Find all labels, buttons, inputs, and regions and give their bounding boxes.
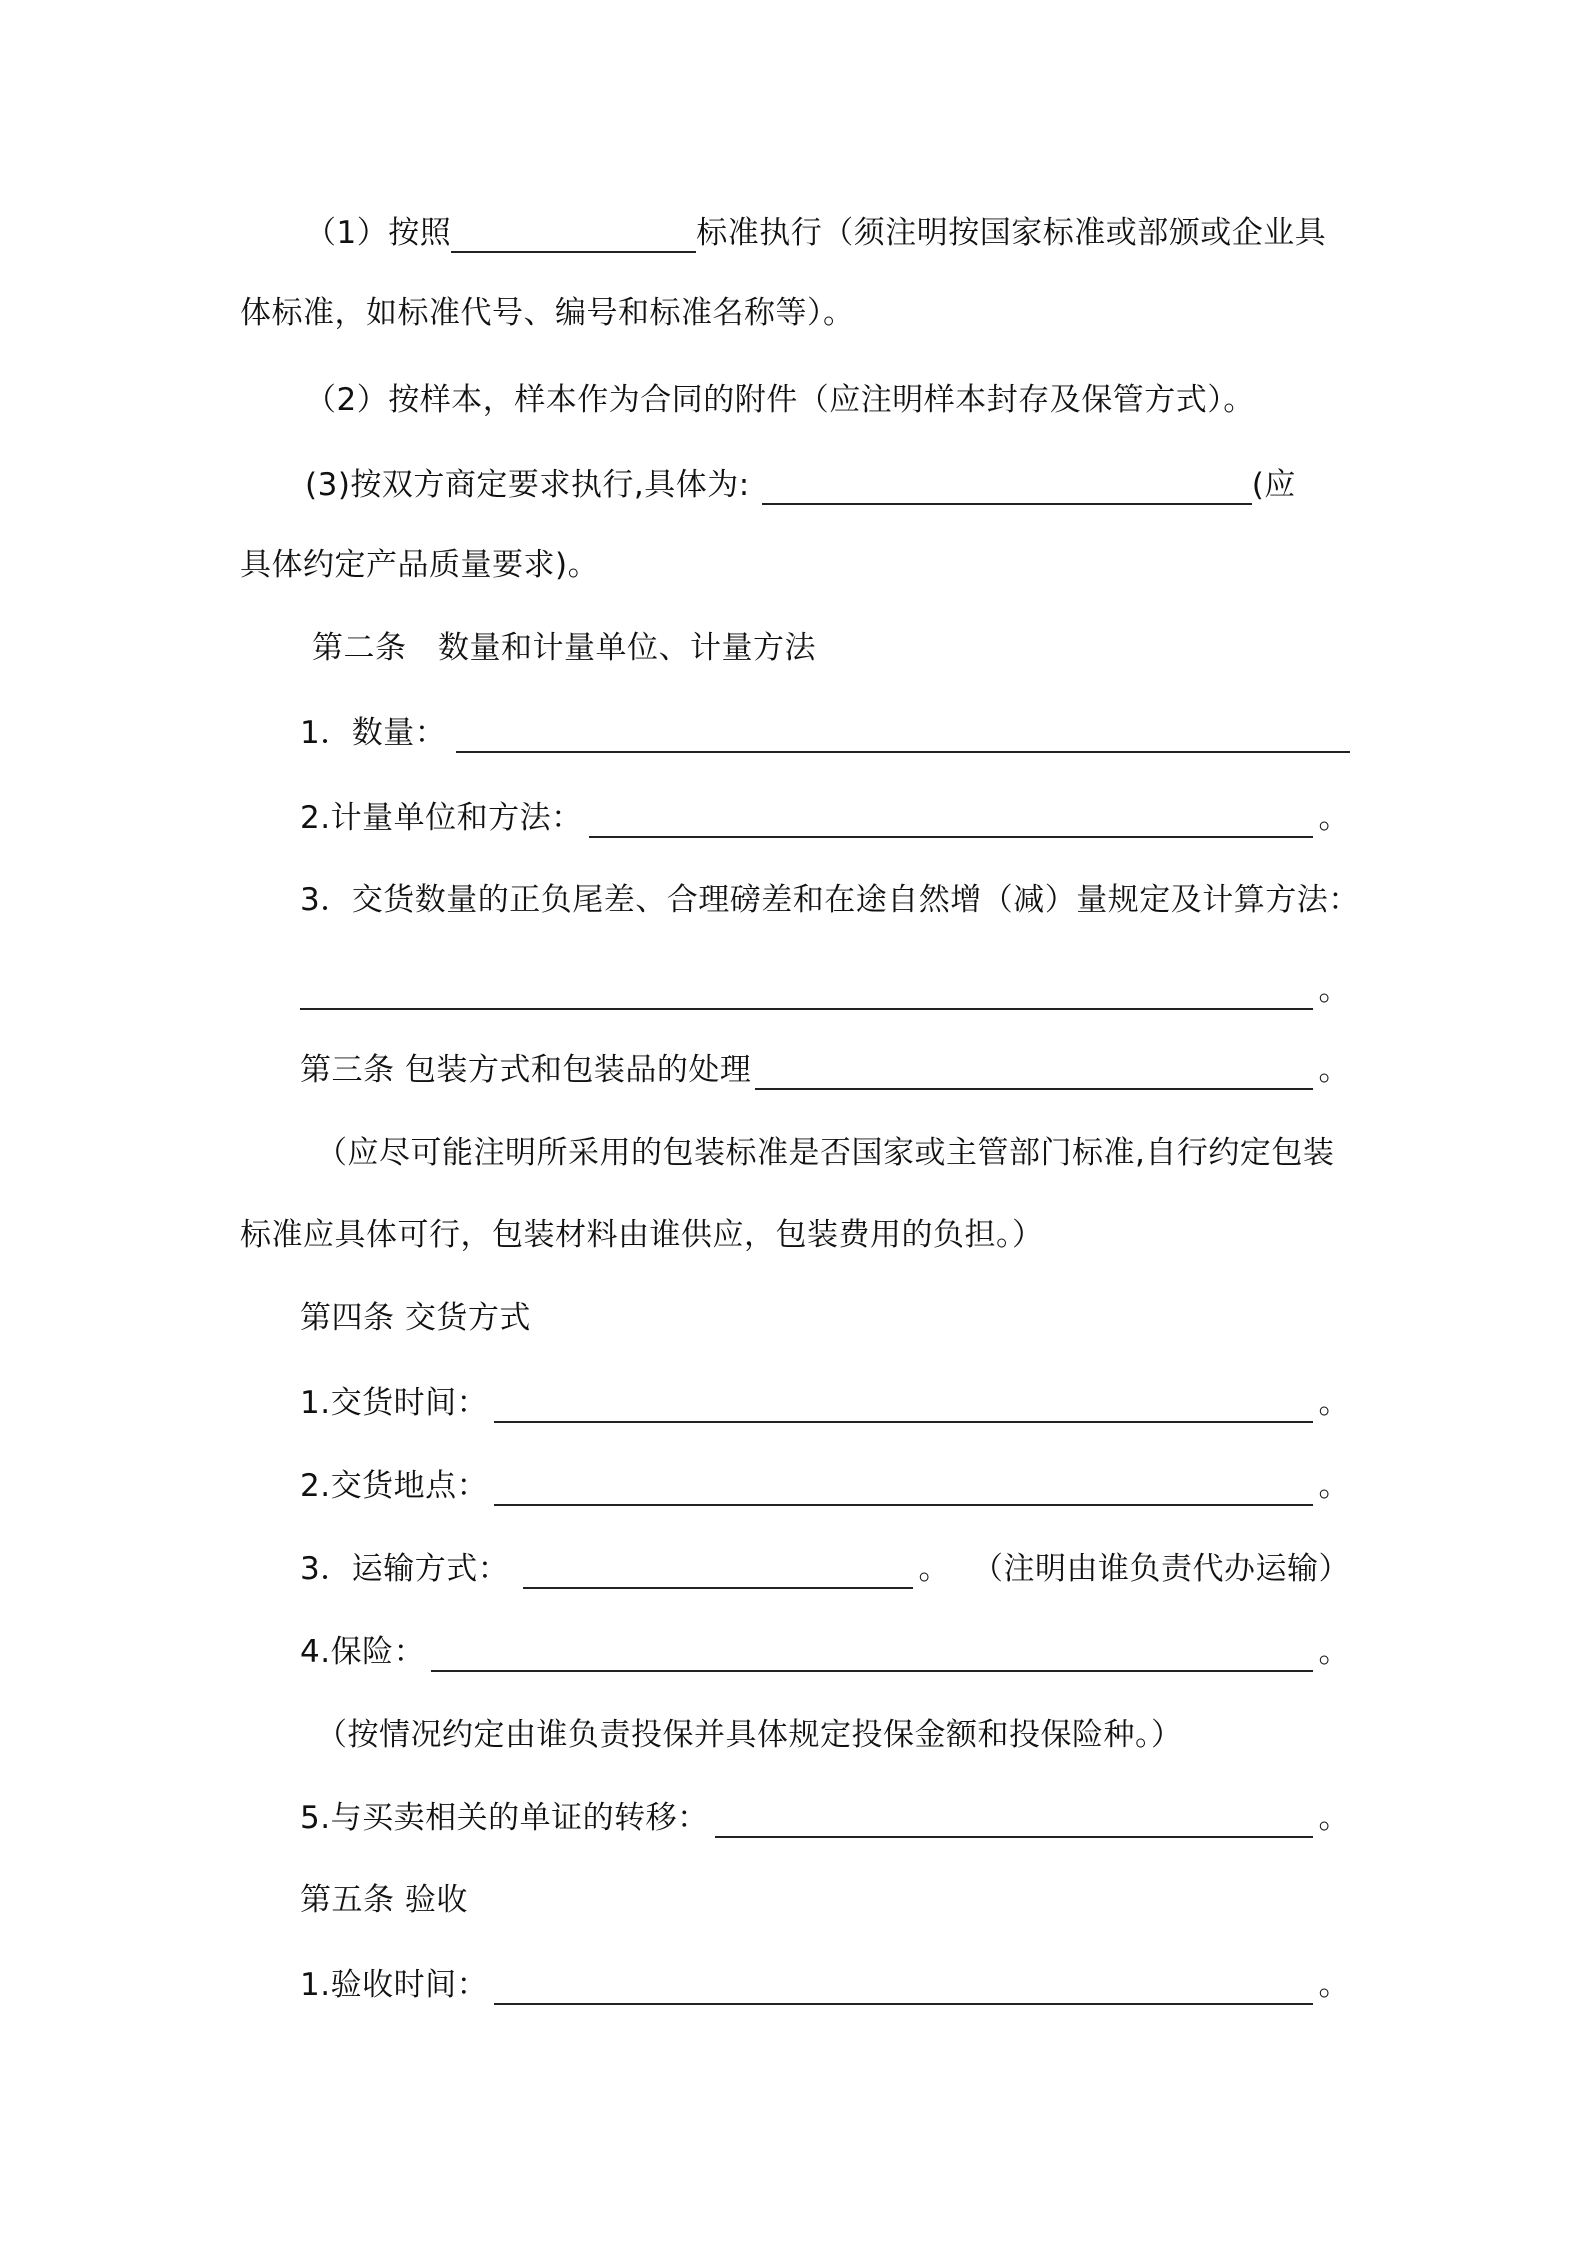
insurance-blank[interactable] [431,1634,1312,1672]
transport-label: 3．运输方式： [300,1551,510,1587]
quality-item-3 [305,465,1350,505]
article-3-heading: 第三条 包装方式和包装品的处理 [300,1052,752,1088]
article-4-item-3 [300,1549,1350,1589]
quality-item-1-continuation: 体标准，如标准代号、编号和标准名称等）。 [240,295,855,331]
article-4-item-5 [300,1798,1350,1838]
period: 。 [1318,1634,1350,1670]
article-2-heading: 第二条 数量和计量单位、计量方法 [312,630,816,666]
delivery-place-label: 2.交货地点： [300,1468,489,1504]
quality-item-2: （2）按样本，样本作为合同的附件（应注明样本封存及保管方式）。 [305,382,1255,418]
unit-method-blank[interactable] [589,800,1313,838]
quality-item-3-suffix: (应 [1251,467,1296,503]
period: 。 [1318,1385,1350,1421]
quality-item-1 [305,213,1350,253]
quality-item-1-prefix: （1）按照 [305,215,452,251]
article-3-heading-line [300,1050,1350,1090]
article-5-item-1 [300,1965,1350,2005]
quality-requirement-blank[interactable] [762,467,1252,505]
insurance-label: 4.保险： [300,1634,426,1670]
quantity-blank[interactable] [456,715,1350,753]
transport-blank[interactable] [523,1551,912,1589]
article-2-item-1 [300,713,1350,753]
tolerance-blank[interactable] [300,972,1313,1010]
article-3-note-1: （应尽可能注明所采用的包装标准是否国家或主管部门标准,自行约定包装 [316,1135,1335,1171]
period: 。 [1318,800,1350,836]
quality-item-1-suffix: 标准执行（须注明按国家标准或部颁或企业具 [696,215,1327,251]
documents-label: 5.与买卖相关的单证的转移： [300,1800,709,1836]
period: 。 [1318,1468,1350,1504]
documents-blank[interactable] [715,1800,1313,1838]
article-4-item-4 [300,1632,1350,1672]
packaging-blank[interactable] [755,1052,1312,1090]
article-3-note-2: 标准应具体可行，包装材料由谁供应，包装费用的负担。） [240,1217,1044,1253]
article-2-item-3-blank-line [300,970,1350,1010]
article-5-heading: 第五条 验收 [300,1882,468,1918]
quality-item-3-continuation: 具体约定产品质量要求)。 [240,547,600,583]
period: 。 [1318,972,1350,1008]
quality-item-3-prefix: (3)按双方商定要求执行,具体为: [305,467,750,503]
article-2-item-2 [300,798,1350,838]
period: 。 [918,1551,950,1587]
unit-method-label: 2.计量单位和方法： [300,800,583,836]
delivery-time-label: 1.交货时间： [300,1385,489,1421]
delivery-time-blank[interactable] [494,1385,1312,1423]
insurance-note: （按情况约定由谁负责投保并具体规定投保金额和投保险种。） [316,1717,1183,1753]
article-4-item-1 [300,1383,1350,1423]
inspection-time-label: 1.验收时间： [300,1967,489,2003]
transport-note: （注明由谁负责代办运输） [972,1551,1350,1587]
quantity-label: 1．数量： [300,715,447,751]
period: 。 [1318,1800,1350,1836]
period: 。 [1318,1052,1350,1088]
article-4-heading: 第四条 交货方式 [300,1300,531,1336]
delivery-place-blank[interactable] [494,1468,1312,1506]
inspection-time-blank[interactable] [494,1967,1312,2005]
period: 。 [1318,1967,1350,2003]
article-4-item-2 [300,1466,1350,1506]
standard-blank[interactable] [451,215,696,253]
article-2-item-3: 3．交货数量的正负尾差、合理磅差和在途自然增（减）量规定及计算方法： [300,882,1360,918]
